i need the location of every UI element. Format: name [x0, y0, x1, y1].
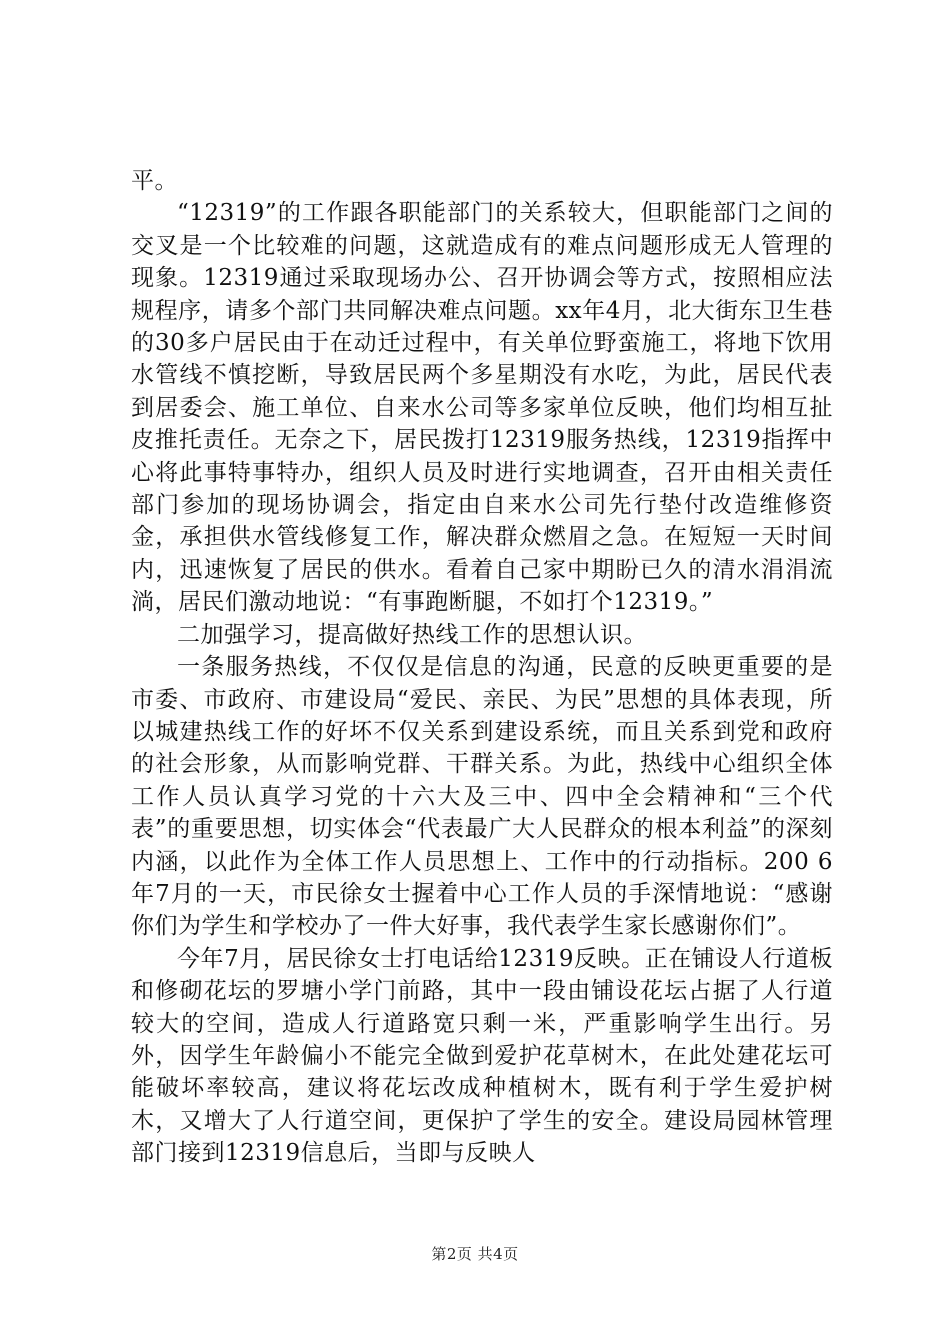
- paragraph-continuation: 平。: [131, 168, 178, 194]
- page-number-footer: 第2页 共4页: [431, 1245, 519, 1263]
- paragraph-service-hotline: 一条服务热线，不仅仅是信息的沟通，民意的反映更重要的是市委、市政府、市建设局“爱民、亲民、为民”思想的具体表现，所以城建热线工作的好坏不仅关系到建设系统，而且关系到党和政府的社会形象，从而影响党群、干群关系。为此，热线中心组织全体工作人员认真学习党的十六大及三中、四中全会精神和“三个代表”的重要思想，切实体会“代表最广大人民群众的根本利益”的深刻内涵，以此作为全体工作人员思想上、工作中的行动指标。200 6年7月的一天，市民徐女士握着中心工作人员的手深情地说：“感谢你们为学生和学校办了一件大好事，我代表学生家长感谢你们”。: [131, 654, 833, 940]
- paragraph-july-report: 今年7月，居民徐女士打电话给12319反映。正在铺设人行道板和修砌花坛的罗塘小学门前路，其中一段由铺设花坛占据了人行道较大的空间，造成人行道路宽只剩一米，严重影响学生出行。另外，因学生年龄偏小不能完全做到爱护花草树木，在此处建花坛可能破坏率较高，建议将花坛改成种植树木，既有利于学生爱护树木，又增大了人行道空间，更保护了学生的安全。建设局园林管理部门接到12319信息后，当即与反映人: [131, 945, 833, 1167]
- document-body: [131, 165, 833, 1170]
- section-heading-study: 二加强学习，提高做好热线工作的思想认识。: [177, 621, 647, 648]
- paragraph-12319-coordination: “12319”的工作跟各职能部门的关系较大，但职能部门之间的交叉是一个比较难的问题，这就造成有的难点问题形成无人管理的现象。12319通过采取现场办公、召开协调会等方式，按照相应法规程序，请多个部门共同解决难点问题。xx年4月，北大街东卫生巷的30多户居民由于在动迁过程中，有关单位野蛮施工，将地下饮用水管线不慎挖断，导致居民两个多星期没有水吃，为此，居民代表到居委会、施工单位、自来水公司等多家单位反映，他们均相互扯皮推托责任。无奈之下，居民拨打12319服务热线，12319指挥中心将此事特事特办，组织人员及时进行实地调查，召开由相关责任部门参加的现场协调会，指定由自来水公司先行垫付改造维修资金，承担供水管线修复工作，解决群众燃眉之急。在短短一天时间内，迅速恢复了居民的供水。看着自己家中期盼已久的清水涓涓流淌，居民们激动地说：“有事跑断腿，不如打个12319。”: [131, 200, 833, 616]
